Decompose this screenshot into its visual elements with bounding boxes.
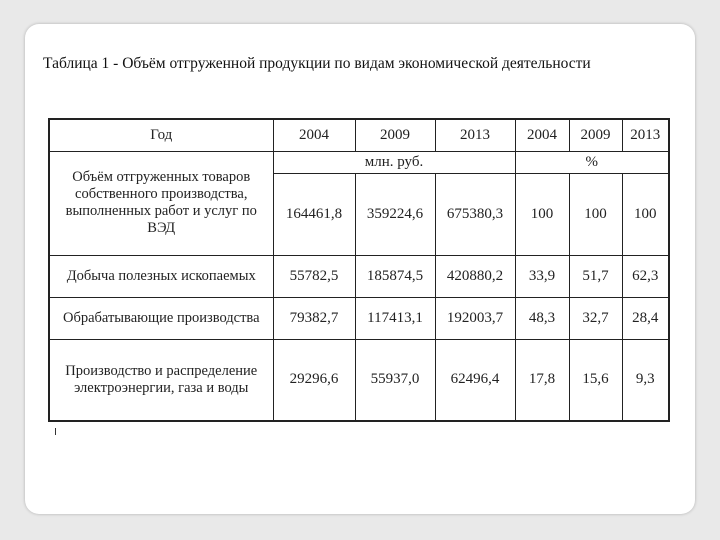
row-label: Добыча полезных ископаемых (49, 255, 273, 297)
header-row (49, 119, 669, 151)
table-cell: 420880,2 (435, 255, 515, 297)
table-cell: 28,4 (622, 297, 669, 339)
stray-mark (55, 428, 56, 435)
header-year-abs: 2009 (355, 119, 435, 151)
table-cell: 675380,3 (435, 173, 515, 255)
table-row (49, 255, 669, 297)
table-cell: 48,3 (515, 297, 569, 339)
header-year-label: Год (49, 119, 273, 151)
header-year-pct: 2004 (515, 119, 569, 151)
table-cell: 359224,6 (355, 173, 435, 255)
table-cell: 33,9 (515, 255, 569, 297)
row-label: Объём отгруженных товаров собственного производства, выполненных работ и услуг по ВЭД (49, 151, 273, 255)
table-cell: 192003,7 (435, 297, 515, 339)
table-cell: 62496,4 (435, 339, 515, 421)
row-label: Обрабатывающие производства (49, 297, 273, 339)
table-cell: 55782,5 (273, 255, 355, 297)
units-row (49, 151, 669, 173)
table-cell: 164461,8 (273, 173, 355, 255)
unit-abs: млн. руб. (273, 151, 515, 173)
table-cell: 62,3 (622, 255, 669, 297)
table-cell: 185874,5 (355, 255, 435, 297)
header-year-pct: 2013 (622, 119, 669, 151)
table-cell: 9,3 (622, 339, 669, 421)
unit-pct: % (515, 151, 669, 173)
table-cell: 79382,7 (273, 297, 355, 339)
row-label: Производство и распределение электроэнергии, газа и воды (49, 339, 273, 421)
table-cell: 32,7 (569, 297, 622, 339)
table-caption: Таблица 1 - Объём отгруженной продукции по видам экономической деятельности (43, 55, 591, 72)
table-cell: 55937,0 (355, 339, 435, 421)
table-cell: 51,7 (569, 255, 622, 297)
data-table-container (48, 118, 670, 422)
header-year-pct: 2009 (569, 119, 622, 151)
table-row (49, 339, 669, 421)
header-year-abs: 2004 (273, 119, 355, 151)
table-cell: 100 (515, 173, 569, 255)
shipped-production-table (48, 118, 670, 422)
table-cell: 100 (569, 173, 622, 255)
table-cell: 100 (622, 173, 669, 255)
table-cell: 15,6 (569, 339, 622, 421)
table-cell: 17,8 (515, 339, 569, 421)
table-cell: 29296,6 (273, 339, 355, 421)
header-year-abs: 2013 (435, 119, 515, 151)
table-row (49, 297, 669, 339)
table-cell: 117413,1 (355, 297, 435, 339)
